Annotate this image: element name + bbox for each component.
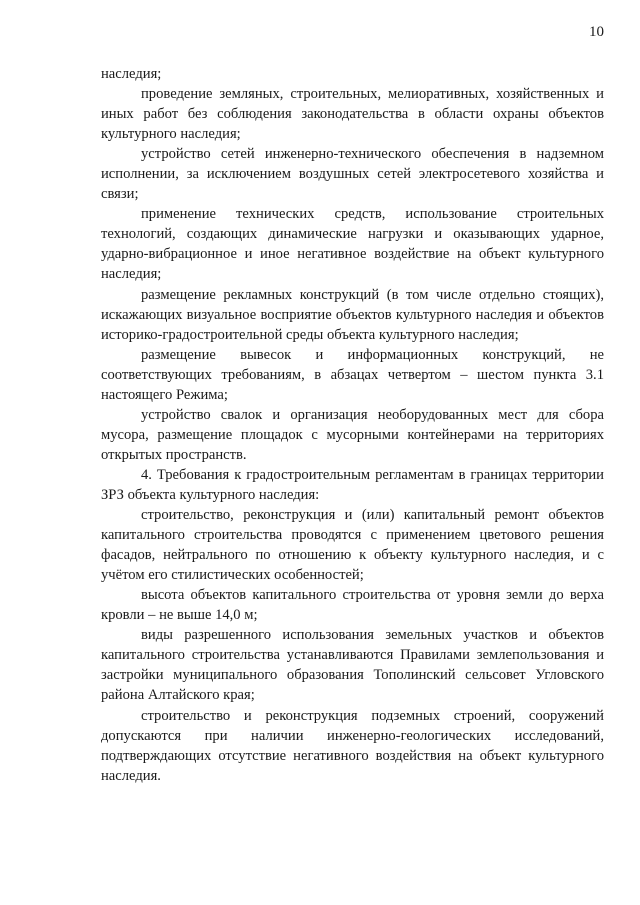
document-body (101, 64, 604, 786)
paragraph-section-4-heading: 4. Требования к градостроительным регламентам в границах территории ЗРЗ объекта культурного наследия: (101, 466, 604, 503)
paragraph-technical-means: применение технических средств, использование строительных технологий, создающих динамические нагрузки и оказывающих ударное, ударно-вибрационное и иное негативное воздействие на объект культурного наследия; (101, 206, 604, 283)
paragraph-construction: строительство, реконструкция и (или) капитальный ремонт объектов капитального строительства проводятся с применением цветового решения фасадов, нейтрального по отношению к объекту культурного наследия, и с учётом его стилистических особенностей; (101, 507, 604, 584)
paragraph-earthworks: проведение земляных, строительных, мелиоративных, хозяйственных и иных работ без соблюдения законодательства в области охраны объектов культурного наследия; (101, 86, 604, 143)
page-number: 10 (589, 24, 604, 40)
paragraph-advertising: размещение рекламных конструкций (в том числе отдельно стоящих), искажающих визуальное восприятие объектов культурного наследия и объектов историко-градостроительной среды объекта культурного наследия; (101, 286, 604, 343)
paragraph-utility-networks: устройство сетей инженерно-технического обеспечения в надземном исполнении, за исключением воздушных сетей электросетевого хозяйства и связи; (101, 146, 604, 203)
paragraph-height-limit: высота объектов капитального строительства от уровня земли до верха кровли – не выше 14,0 м; (101, 587, 604, 624)
paragraph-dumps: устройство свалок и организация необорудованных мест для сбора мусора, размещение площадок с мусорными контейнерами на территориях открытых пространств. (101, 406, 604, 463)
paragraph-continuation: наследия; (101, 66, 162, 82)
paragraph-underground: строительство и реконструкция подземных строений, сооружений допускаются при наличии инженерно-геологических исследований, подтверждающих отсутствие негативного воздействия на объект культурного наследия. (101, 707, 604, 784)
paragraph-land-use: виды разрешенного использования земельных участков и объектов капитального строительства устанавливаются Правилами землепользования и застройки муниципального образования Тополинский сельсовет Угловского района Алтайского края; (101, 627, 604, 704)
paragraph-signage: размещение вывесок и информационных конструкций, не соответствующих требованиям, в абзацах четвертом – шестом пункта 3.1 настоящего Режима; (101, 346, 604, 403)
